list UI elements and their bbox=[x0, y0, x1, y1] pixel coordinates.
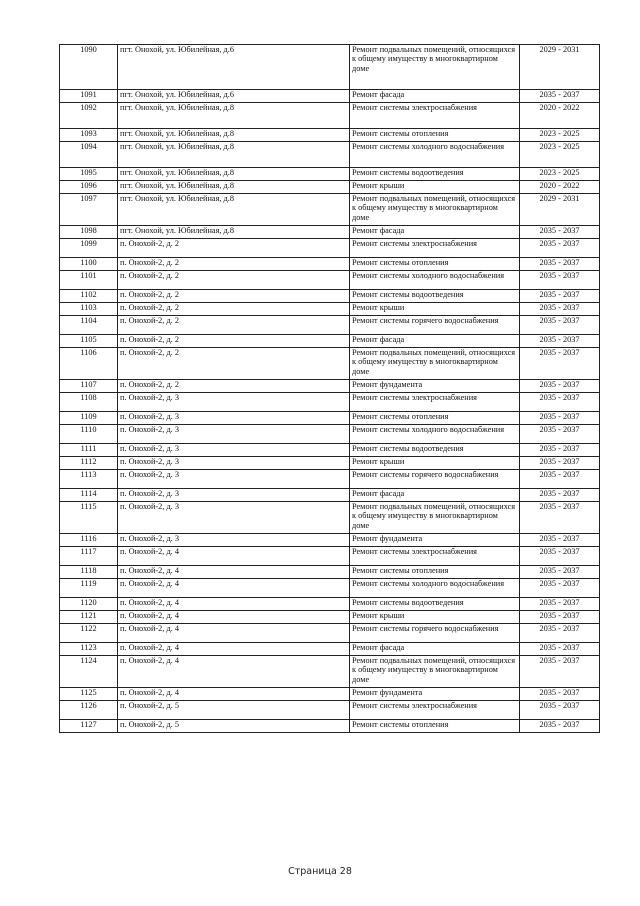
row-period: 2035 - 2037 bbox=[520, 489, 600, 502]
row-work-type: Ремонт крыши bbox=[350, 611, 520, 624]
row-number: 1094 bbox=[60, 142, 118, 168]
row-work-type: Ремонт системы холодного водоснабжения bbox=[350, 579, 520, 598]
row-address: пгт. Онохой, ул. Юбилейная, д.8 bbox=[118, 129, 350, 142]
row-period: 2035 - 2037 bbox=[520, 656, 600, 688]
row-period: 2035 - 2037 bbox=[520, 271, 600, 290]
table-row bbox=[60, 656, 600, 688]
table-row bbox=[60, 316, 600, 335]
row-address: п. Онохой-2, д. 4 bbox=[118, 656, 350, 688]
table-row bbox=[60, 598, 600, 611]
row-period: 2035 - 2037 bbox=[520, 579, 600, 598]
row-period: 2035 - 2037 bbox=[520, 290, 600, 303]
row-address: п. Онохой-2, д. 3 bbox=[118, 502, 350, 534]
row-number: 1096 bbox=[60, 181, 118, 194]
row-period: 2035 - 2037 bbox=[520, 226, 600, 239]
row-work-type: Ремонт подвальных помещений, относящихся к общему имуществу в многоквартирном доме bbox=[350, 194, 520, 226]
row-period: 2035 - 2037 bbox=[520, 90, 600, 103]
row-address: пгт. Онохой, ул. Юбилейная, д.6 bbox=[118, 90, 350, 103]
row-work-type: Ремонт системы отопления bbox=[350, 412, 520, 425]
row-period: 2035 - 2037 bbox=[520, 534, 600, 547]
table-row bbox=[60, 688, 600, 701]
repair-schedule-body bbox=[60, 45, 600, 733]
row-address: пгт. Онохой, ул. Юбилейная, д.8 bbox=[118, 194, 350, 226]
row-address: п. Онохой-2, д. 4 bbox=[118, 566, 350, 579]
table-row bbox=[60, 271, 600, 290]
row-address: п. Онохой-2, д. 5 bbox=[118, 701, 350, 720]
row-number: 1111 bbox=[60, 444, 118, 457]
row-address: п. Онохой-2, д. 3 bbox=[118, 425, 350, 444]
table-row bbox=[60, 393, 600, 412]
row-work-type: Ремонт системы горячего водоснабжения bbox=[350, 624, 520, 643]
row-number: 1106 bbox=[60, 348, 118, 380]
row-address: пгт. Онохой, ул. Юбилейная, д.8 bbox=[118, 103, 350, 129]
table-row bbox=[60, 348, 600, 380]
row-address: пгт. Онохой, ул. Юбилейная, д.8 bbox=[118, 142, 350, 168]
table-row bbox=[60, 258, 600, 271]
row-number: 1104 bbox=[60, 316, 118, 335]
row-work-type: Ремонт системы электроснабжения bbox=[350, 239, 520, 258]
table-row bbox=[60, 643, 600, 656]
row-period: 2020 - 2022 bbox=[520, 181, 600, 194]
row-work-type: Ремонт подвальных помещений, относящихся к общему имуществу в многоквартирном доме bbox=[350, 348, 520, 380]
row-address: п. Онохой-2, д. 3 bbox=[118, 412, 350, 425]
table-row bbox=[60, 425, 600, 444]
table-row bbox=[60, 181, 600, 194]
row-number: 1116 bbox=[60, 534, 118, 547]
table-row bbox=[60, 290, 600, 303]
table-row bbox=[60, 470, 600, 489]
row-number: 1101 bbox=[60, 271, 118, 290]
row-period: 2035 - 2037 bbox=[520, 348, 600, 380]
row-address: п. Онохой-2, д. 4 bbox=[118, 688, 350, 701]
row-period: 2035 - 2037 bbox=[520, 380, 600, 393]
row-number: 1102 bbox=[60, 290, 118, 303]
row-address: п. Онохой-2, д. 4 bbox=[118, 643, 350, 656]
row-address: п. Онохой-2, д. 3 bbox=[118, 534, 350, 547]
table-row bbox=[60, 168, 600, 181]
row-address: п. Онохой-2, д. 2 bbox=[118, 335, 350, 348]
row-number: 1118 bbox=[60, 566, 118, 579]
row-number: 1124 bbox=[60, 656, 118, 688]
row-address: п. Онохой-2, д. 2 bbox=[118, 290, 350, 303]
row-work-type: Ремонт фасада bbox=[350, 643, 520, 656]
row-address: п. Онохой-2, д. 2 bbox=[118, 348, 350, 380]
row-address: п. Онохой-2, д. 4 bbox=[118, 598, 350, 611]
row-work-type: Ремонт крыши bbox=[350, 303, 520, 316]
table-row bbox=[60, 547, 600, 566]
row-period: 2029 - 2031 bbox=[520, 45, 600, 90]
row-address: п. Онохой-2, д. 2 bbox=[118, 316, 350, 335]
row-period: 2023 - 2025 bbox=[520, 168, 600, 181]
row-work-type: Ремонт системы электроснабжения bbox=[350, 701, 520, 720]
row-number: 1098 bbox=[60, 226, 118, 239]
row-work-type: Ремонт фундамента bbox=[350, 534, 520, 547]
row-period: 2035 - 2037 bbox=[520, 412, 600, 425]
row-period: 2035 - 2037 bbox=[520, 457, 600, 470]
row-address: п. Онохой-2, д. 2 bbox=[118, 380, 350, 393]
row-number: 1115 bbox=[60, 502, 118, 534]
row-address: п. Онохой-2, д. 3 bbox=[118, 470, 350, 489]
row-number: 1090 bbox=[60, 45, 118, 90]
row-period: 2035 - 2037 bbox=[520, 335, 600, 348]
repair-schedule-table bbox=[59, 44, 600, 733]
row-address: п. Онохой-2, д. 3 bbox=[118, 444, 350, 457]
row-work-type: Ремонт подвальных помещений, относящихся к общему имуществу в многоквартирном доме bbox=[350, 656, 520, 688]
row-work-type: Ремонт фасада bbox=[350, 335, 520, 348]
row-number: 1093 bbox=[60, 129, 118, 142]
row-work-type: Ремонт системы холодного водоснабжения bbox=[350, 425, 520, 444]
row-work-type: Ремонт фасада bbox=[350, 90, 520, 103]
table-row bbox=[60, 142, 600, 168]
row-period: 2035 - 2037 bbox=[520, 316, 600, 335]
table-row bbox=[60, 566, 600, 579]
row-work-type: Ремонт системы холодного водоснабжения bbox=[350, 271, 520, 290]
row-work-type: Ремонт системы отопления bbox=[350, 129, 520, 142]
row-period: 2035 - 2037 bbox=[520, 701, 600, 720]
row-work-type: Ремонт системы водоотведения bbox=[350, 290, 520, 303]
row-work-type: Ремонт системы холодного водоснабжения bbox=[350, 142, 520, 168]
row-period: 2035 - 2037 bbox=[520, 239, 600, 258]
row-period: 2020 - 2022 bbox=[520, 103, 600, 129]
table-row bbox=[60, 502, 600, 534]
row-period: 2035 - 2037 bbox=[520, 643, 600, 656]
row-address: п. Онохой-2, д. 4 bbox=[118, 547, 350, 566]
row-number: 1120 bbox=[60, 598, 118, 611]
table-row bbox=[60, 45, 600, 90]
table-row bbox=[60, 194, 600, 226]
row-address: п. Онохой-2, д. 3 bbox=[118, 457, 350, 470]
row-address: п. Онохой-2, д. 3 bbox=[118, 489, 350, 502]
row-period: 2035 - 2037 bbox=[520, 566, 600, 579]
row-work-type: Ремонт системы отопления bbox=[350, 720, 520, 733]
table-row bbox=[60, 624, 600, 643]
row-period: 2023 - 2025 bbox=[520, 142, 600, 168]
row-number: 1091 bbox=[60, 90, 118, 103]
row-number: 1125 bbox=[60, 688, 118, 701]
table-row bbox=[60, 444, 600, 457]
row-period: 2035 - 2037 bbox=[520, 502, 600, 534]
row-number: 1100 bbox=[60, 258, 118, 271]
row-work-type: Ремонт системы электроснабжения bbox=[350, 103, 520, 129]
row-number: 1112 bbox=[60, 457, 118, 470]
table-row bbox=[60, 701, 600, 720]
table-row bbox=[60, 129, 600, 142]
table-row bbox=[60, 303, 600, 316]
row-number: 1123 bbox=[60, 643, 118, 656]
row-work-type: Ремонт фасада bbox=[350, 489, 520, 502]
row-period: 2035 - 2037 bbox=[520, 470, 600, 489]
row-work-type: Ремонт системы водоотведения bbox=[350, 444, 520, 457]
row-work-type: Ремонт системы горячего водоснабжения bbox=[350, 470, 520, 489]
row-number: 1122 bbox=[60, 624, 118, 643]
row-number: 1097 bbox=[60, 194, 118, 226]
row-work-type: Ремонт системы отопления bbox=[350, 258, 520, 271]
row-address: п. Онохой-2, д. 4 bbox=[118, 611, 350, 624]
row-work-type: Ремонт фундамента bbox=[350, 688, 520, 701]
row-period: 2035 - 2037 bbox=[520, 444, 600, 457]
row-work-type: Ремонт системы электроснабжения bbox=[350, 547, 520, 566]
row-address: п. Онохой-2, д. 2 bbox=[118, 239, 350, 258]
row-number: 1095 bbox=[60, 168, 118, 181]
row-work-type: Ремонт крыши bbox=[350, 457, 520, 470]
table-row bbox=[60, 412, 600, 425]
row-period: 2035 - 2037 bbox=[520, 258, 600, 271]
row-address: пгт. Онохой, ул. Юбилейная, д.8 bbox=[118, 181, 350, 194]
row-address: п. Онохой-2, д. 4 bbox=[118, 579, 350, 598]
row-period: 2035 - 2037 bbox=[520, 611, 600, 624]
table-row bbox=[60, 335, 600, 348]
row-address: пгт. Онохой, ул. Юбилейная, д.8 bbox=[118, 226, 350, 239]
row-period: 2035 - 2037 bbox=[520, 303, 600, 316]
row-period: 2035 - 2037 bbox=[520, 425, 600, 444]
row-period: 2029 - 2031 bbox=[520, 194, 600, 226]
table-row bbox=[60, 226, 600, 239]
row-work-type: Ремонт подвальных помещений, относящихся к общему имуществу в многоквартирном доме bbox=[350, 502, 520, 534]
row-period: 2023 - 2025 bbox=[520, 129, 600, 142]
row-work-type: Ремонт системы водоотведения bbox=[350, 168, 520, 181]
row-period: 2035 - 2037 bbox=[520, 393, 600, 412]
table-row bbox=[60, 457, 600, 470]
page-number: Страница 28 bbox=[288, 866, 352, 877]
row-address: п. Онохой-2, д. 5 bbox=[118, 720, 350, 733]
row-period: 2035 - 2037 bbox=[520, 688, 600, 701]
row-address: пгт. Онохой, ул. Юбилейная, д.6 bbox=[118, 45, 350, 90]
row-work-type: Ремонт системы водоотведения bbox=[350, 598, 520, 611]
row-address: п. Онохой-2, д. 2 bbox=[118, 303, 350, 316]
row-number: 1108 bbox=[60, 393, 118, 412]
row-work-type: Ремонт системы горячего водоснабжения bbox=[350, 316, 520, 335]
row-address: п. Онохой-2, д. 2 bbox=[118, 258, 350, 271]
row-number: 1126 bbox=[60, 701, 118, 720]
table-row bbox=[60, 90, 600, 103]
row-number: 1092 bbox=[60, 103, 118, 129]
table-row bbox=[60, 579, 600, 598]
row-number: 1110 bbox=[60, 425, 118, 444]
row-number: 1103 bbox=[60, 303, 118, 316]
row-number: 1109 bbox=[60, 412, 118, 425]
row-work-type: Ремонт подвальных помещений, относящихся к общему имуществу в многоквартирном доме bbox=[350, 45, 520, 90]
table-row bbox=[60, 489, 600, 502]
row-work-type: Ремонт системы электроснабжения bbox=[350, 393, 520, 412]
row-number: 1099 bbox=[60, 239, 118, 258]
table-row bbox=[60, 720, 600, 733]
row-address: п. Онохой-2, д. 4 bbox=[118, 624, 350, 643]
table-row bbox=[60, 239, 600, 258]
row-period: 2035 - 2037 bbox=[520, 547, 600, 566]
row-address: п. Онохой-2, д. 3 bbox=[118, 393, 350, 412]
row-work-type: Ремонт фасада bbox=[350, 226, 520, 239]
table-row bbox=[60, 380, 600, 393]
table-row bbox=[60, 534, 600, 547]
row-number: 1113 bbox=[60, 470, 118, 489]
table-row bbox=[60, 611, 600, 624]
row-number: 1127 bbox=[60, 720, 118, 733]
row-number: 1121 bbox=[60, 611, 118, 624]
row-number: 1114 bbox=[60, 489, 118, 502]
row-work-type: Ремонт системы отопления bbox=[350, 566, 520, 579]
row-period: 2035 - 2037 bbox=[520, 624, 600, 643]
table-row bbox=[60, 103, 600, 129]
row-period: 2035 - 2037 bbox=[520, 598, 600, 611]
row-address: пгт. Онохой, ул. Юбилейная, д.8 bbox=[118, 168, 350, 181]
row-number: 1105 bbox=[60, 335, 118, 348]
row-number: 1107 bbox=[60, 380, 118, 393]
row-address: п. Онохой-2, д. 2 bbox=[118, 271, 350, 290]
row-period: 2035 - 2037 bbox=[520, 720, 600, 733]
row-number: 1117 bbox=[60, 547, 118, 566]
row-number: 1119 bbox=[60, 579, 118, 598]
row-work-type: Ремонт фундамента bbox=[350, 380, 520, 393]
row-work-type: Ремонт крыши bbox=[350, 181, 520, 194]
